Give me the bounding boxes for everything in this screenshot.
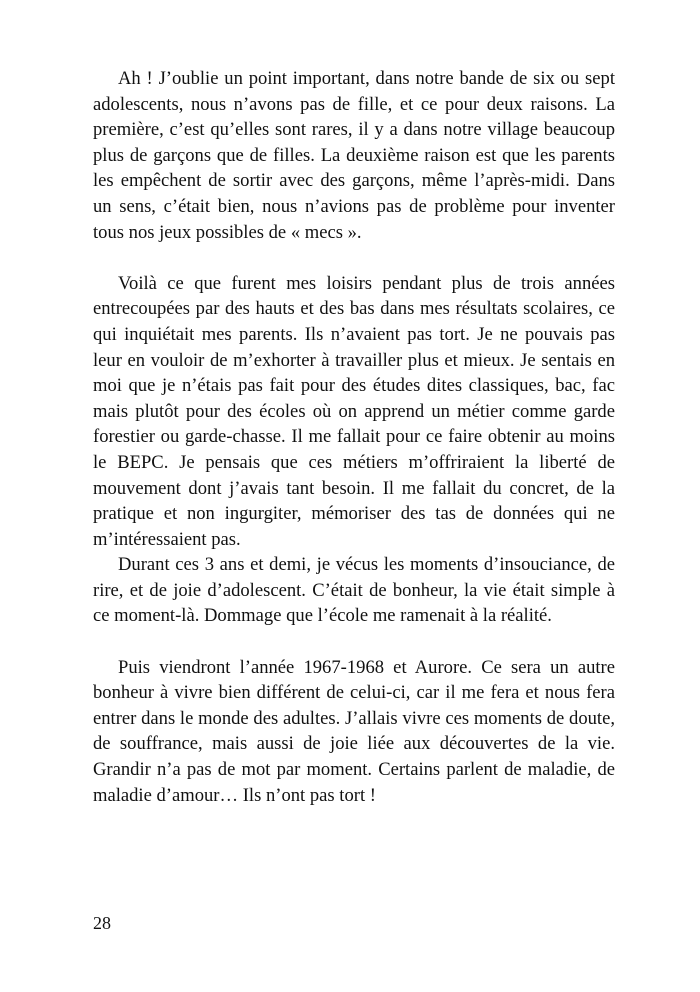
page-number: 28 [93,913,111,933]
body-text [93,66,615,808]
paragraph-2: Voilà ce que furent mes loisirs pendant plus de trois années entrecoupées par des hauts et des bas dans mes résultats scolaires, ce qui inquiétait mes parents. Ils n’avaient pas tort. Je ne pouvais pas leur en vouloir de m’exhorter à travailler plus et mieux. Je sentais en moi que je n’étais pas fait pour des études dites classiques, bac, fac mais plutôt pour des écoles où on apprend un métier comme garde forestier ou garde-chasse. Il me fallait pour ce faire obtenir au moins le BEPC. Je pensais que ces métiers m’offriraient la liberté de mouvement dont j’avais tant besoin. Il me fallait du concret, de la pratique et non ingurgiter, mémoriser des tas de données qui ne m’intéressaient pas. [93,272,615,550]
paragraph-3: Durant ces 3 ans et demi, je vécus les moments d’insouciance, de rire, et de joie d’adolescent. C’était de bonheur, la vie était simple à ce moment-là. Dommage que l’école me ramenait à la réalité. [93,554,615,627]
paragraph-1: Ah ! J’oublie un point important, dans notre bande de six ou sept adolescents, nous n’avons pas de fille, et ce pour deux raisons. La première, c’est qu’elles sont rares, il y a dans notre village beaucoup plus de garçons que de filles. La deuxième raison est que les parents les empêchent de sortir avec des garçons, même l’après-midi. Dans un sens, c’était bien, nous n’avions pas de problème pour inventer tous nos jeux possibles de « mecs ». [93,68,615,243]
paragraph-4: Puis viendront l’année 1967-1968 et Aurore. Ce sera un autre bonheur à vivre bien différent de celui-ci, car il me fera et nous fera entrer dans le monde des adultes. J’allais vivre ces moments de doute, de souffrance, mais aussi de joie liée aux découvertes de la vie. Grandir n’a pas de mot par moment. Certains parlent de maladie, de maladie d’amour… Ils n’ont pas tort ! [93,656,615,806]
